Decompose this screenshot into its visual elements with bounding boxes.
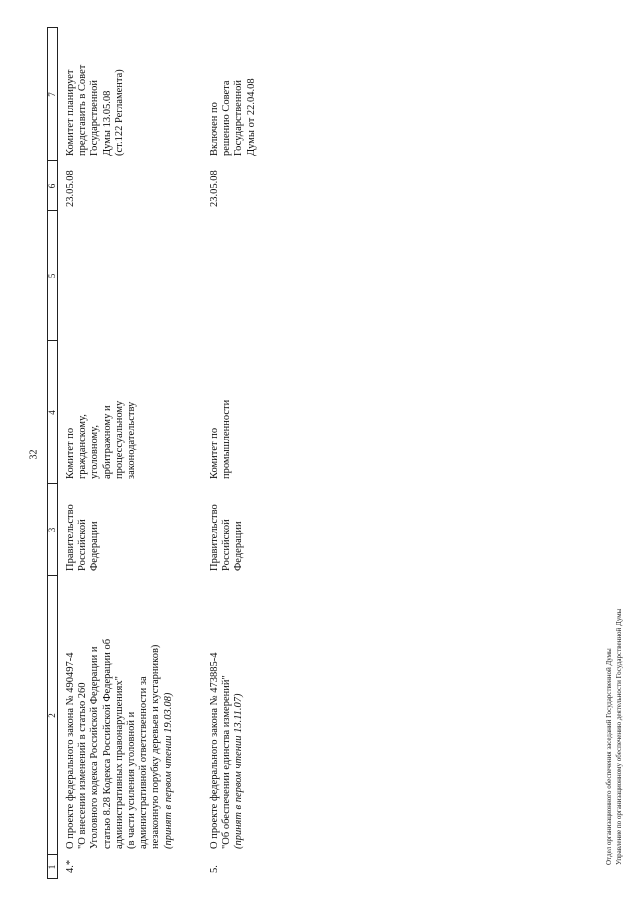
remark-line: Думы от 22.04.08 [245,78,257,156]
bill-title-line: незаконную порубку деревьев и кустарников) [150,644,162,849]
col-header-1: 1 [47,864,57,870]
col-header-3: 3 [47,527,57,533]
col-header-5: 5 [47,273,57,279]
bill-title [209,577,246,849]
author [65,485,102,571]
bill-title-line: статью 8.28 Кодекса Российской Федерации об [101,638,113,849]
agenda-table [47,27,622,879]
remark-line: представить в Совет [77,64,89,156]
bill-title-line: административных правонарушениях" [113,676,125,849]
committee-line: законодательству [126,401,138,479]
remark [209,28,258,156]
author-line: Правительство [209,504,220,571]
col-header-6: 6 [47,183,57,189]
bill-title-line: "Об обеспечении единства измерений" [221,675,233,849]
bill-title-line: О проекте федерального закона № 490497-4 [65,652,76,849]
author-line: Правительство [65,504,76,571]
author-line: Российской [221,519,233,571]
remark-line: Включен по [209,102,220,156]
committee-line: арбитражному и [101,405,113,479]
committee-line: Комитет по [65,427,76,479]
committee-line: уголовному, [89,425,101,479]
remark [65,28,126,156]
bill-title-line: административной ответственности за [138,676,150,849]
header-bottom-rule [57,27,58,879]
remark-line: Государственной [233,80,245,156]
bill-title-line: "О внесении изменений в статью 260 [77,682,89,849]
footer-line: Управление по организационному обеспечению деятельности Государственной Думы [615,608,623,865]
row-number: 5. [209,865,220,873]
page-number: 32 [28,449,40,460]
date: 23.05.08 [65,170,76,207]
committee [209,343,233,479]
col-header-4: 4 [47,410,57,415]
remark-line: решению Совета [221,80,233,156]
footer-line: Отдел организационного обеспечения заседаний Государственной Думы [605,648,613,865]
author [209,485,246,571]
remark-line: (ст.122 Регламента) [113,69,125,156]
remark-line: Государственной [89,80,101,156]
col-header-2: 2 [47,713,57,718]
remark-line: Думы 13.05.08 [101,90,113,156]
first-reading-note: (принят в первом чтении 13.11.07) [233,693,245,849]
committee-line: гражданскому, [77,414,89,479]
col-header-7: 7 [47,92,57,97]
author-line: Российской [77,519,89,571]
bill-title-line: О проекте федерального закона № 473885-4 [209,652,220,849]
bill-title-line: Уголовного кодекса Российской Федерации и [89,646,101,849]
first-reading-note: (принят в первом чтении 19.03.08) [162,692,174,849]
committee-line: промышленности [221,399,233,479]
date: 23.05.08 [209,170,220,207]
author-line: Федерации [89,521,101,571]
remark-line: Комитет планирует [65,69,76,156]
committee-line: Комитет по [209,427,220,479]
author-line: Федерации [233,521,245,571]
bill-title [65,577,175,849]
committee [65,343,138,479]
bill-title-line: (в части усиления уголовной и [126,711,138,849]
committee-line: процессуальному [113,400,125,479]
row-number: 4.* [65,859,76,873]
footer [604,609,624,865]
